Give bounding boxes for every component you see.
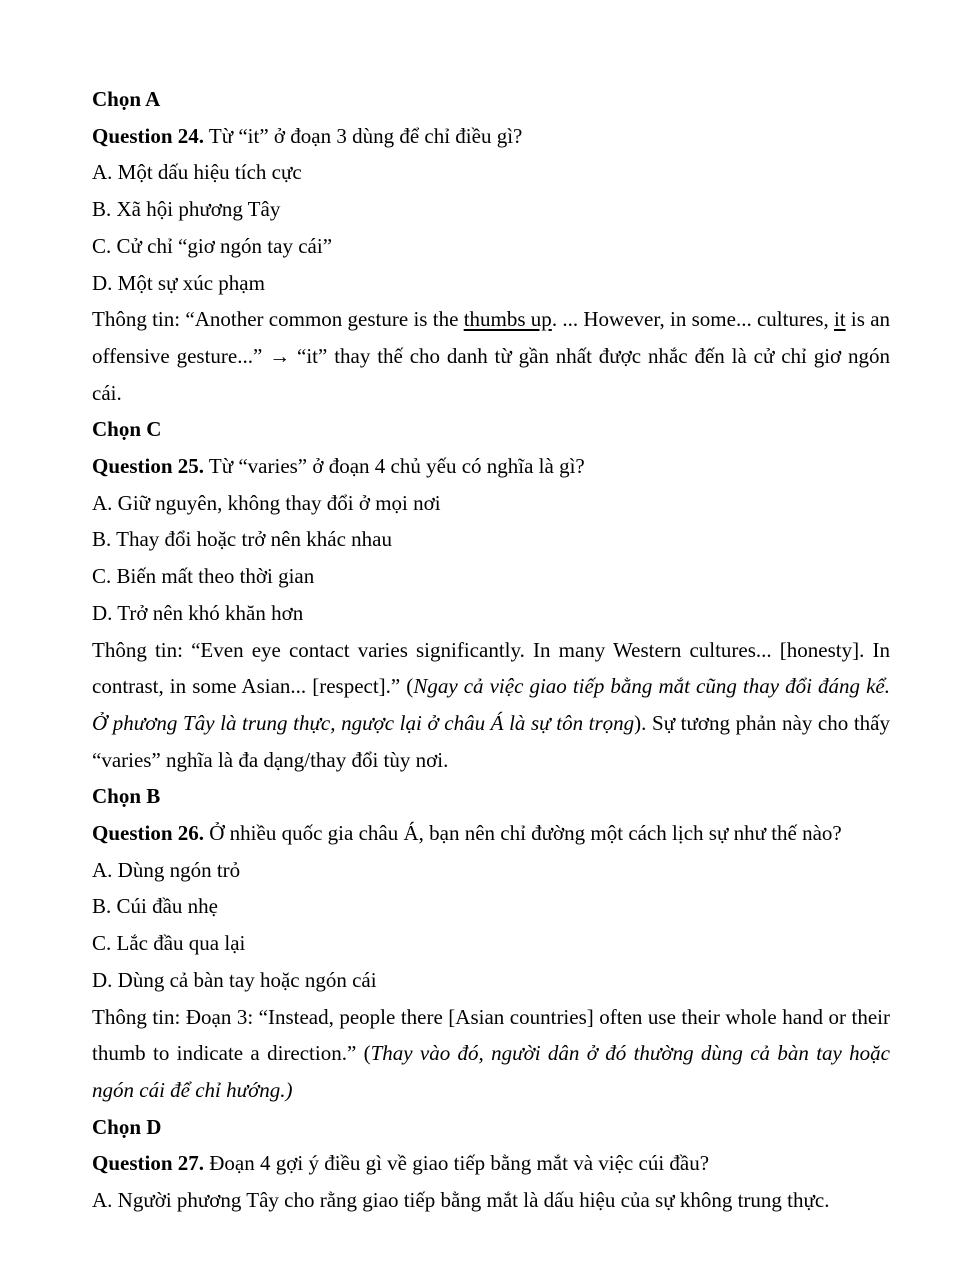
option-line [92,595,890,632]
option-line [92,154,890,191]
text-run: A. Dùng ngón trỏ [92,857,241,882]
option-line [92,191,890,228]
text-run: Question 26. [92,821,205,846]
text-run: Question 27. [92,1151,205,1176]
text-run: Thông tin: Đoạn 3: “Instead, people there [Asian countries] often use their whole hand or their thumb to indicate a direction.” ( [92,1004,890,1066]
text-run: Question 24. [92,123,205,148]
answer-line [92,1109,890,1146]
text-run: B. Cúi đầu nhẹ [92,894,218,919]
text-run: A. Giữ nguyên, không thay đổi ở mọi nơi [92,490,441,515]
text-run: D. Một sự xúc phạm [92,270,265,295]
text-run: Chọn C [92,417,162,442]
option-line [92,888,890,925]
answer-line [92,411,890,448]
option-line [92,558,890,595]
document-content [92,81,890,1219]
question-line [92,118,890,155]
option-line [92,521,890,558]
option-line [92,485,890,522]
text-run: Question 25. [92,454,205,479]
text-run: thumbs up [463,307,552,332]
text-run: A. Người phương Tây cho rằng giao tiếp bằng mắt là dấu hiệu của sự không trung thực. [92,1188,830,1213]
question-line [92,1145,890,1182]
info-line [92,999,890,1109]
answer-line [92,778,890,815]
text-run: Thông tin: “Even eye contact varies significantly. In many Western cultures... [honesty]. In contrast, in some Asian... [respect].” ( [92,637,890,699]
text-run: C. Biến mất theo thời gian [92,564,315,589]
question-line [92,815,890,852]
text-run: Từ “varies” ở đoạn 4 chủ yếu có nghĩa là gì? [204,454,585,479]
text-run: Chọn B [92,784,161,809]
text-run: D. Dùng cả bàn tay hoặc ngón cái [92,967,377,992]
text-run: Ở nhiều quốc gia châu Á, bạn nên chỉ đường một cách lịch sự như thế nào? [204,821,842,846]
option-line [92,925,890,962]
option-line [92,1182,890,1219]
text-run: C. Cử chỉ “giơ ngón tay cái” [92,233,333,258]
text-run: A. Một dấu hiệu tích cực [92,160,302,185]
text-run: Từ “it” ở đoạn 3 dùng để chỉ điều gì? [204,123,523,148]
info-line [92,632,890,779]
text-run: B. Thay đổi hoặc trở nên khác nhau [92,527,392,552]
text-run: Chọn A [92,87,161,111]
text-run: C. Lắc đầu qua lại [92,931,246,956]
option-line [92,228,890,265]
text-run: Thay vào đó, người dân ở đó thường dùng cả bàn tay hoặc ngón cái để chỉ hướng.) [92,1041,890,1102]
answer-line [92,81,890,118]
text-run: B. Xã hội phương Tây [92,197,281,222]
question-line [92,448,890,485]
text-run: Đoạn 4 gợi ý điều gì về giao tiếp bằng mắt và việc cúi đầu? [204,1151,710,1176]
option-line [92,962,890,999]
text-run: D. Trở nên khó khăn hơn [92,600,304,625]
option-line [92,852,890,889]
info-line [92,301,890,411]
option-line [92,265,890,302]
text-run: Ngay cả việc giao tiếp bằng mắt cũng thay đổi đáng kể. Ở phương Tây là trung thực, ngược lại ở châu Á là sự tôn trọng [92,674,890,735]
text-run: is an offensive gesture...” → “it” thay thế cho danh từ gần nhất được nhắc đến là cử chỉ giơ ngón cái. [92,307,891,405]
text-run: ). Sự tương phản này cho thấy “varies” nghĩa là đa dạng/thay đổi tùy nơi. [92,710,890,772]
text-run: Thông tin: “Another common gesture is the [92,307,464,332]
text-run: . ... However, in some... cultures, [551,307,834,332]
text-run: it [833,307,846,332]
text-run: Chọn D [92,1114,162,1139]
